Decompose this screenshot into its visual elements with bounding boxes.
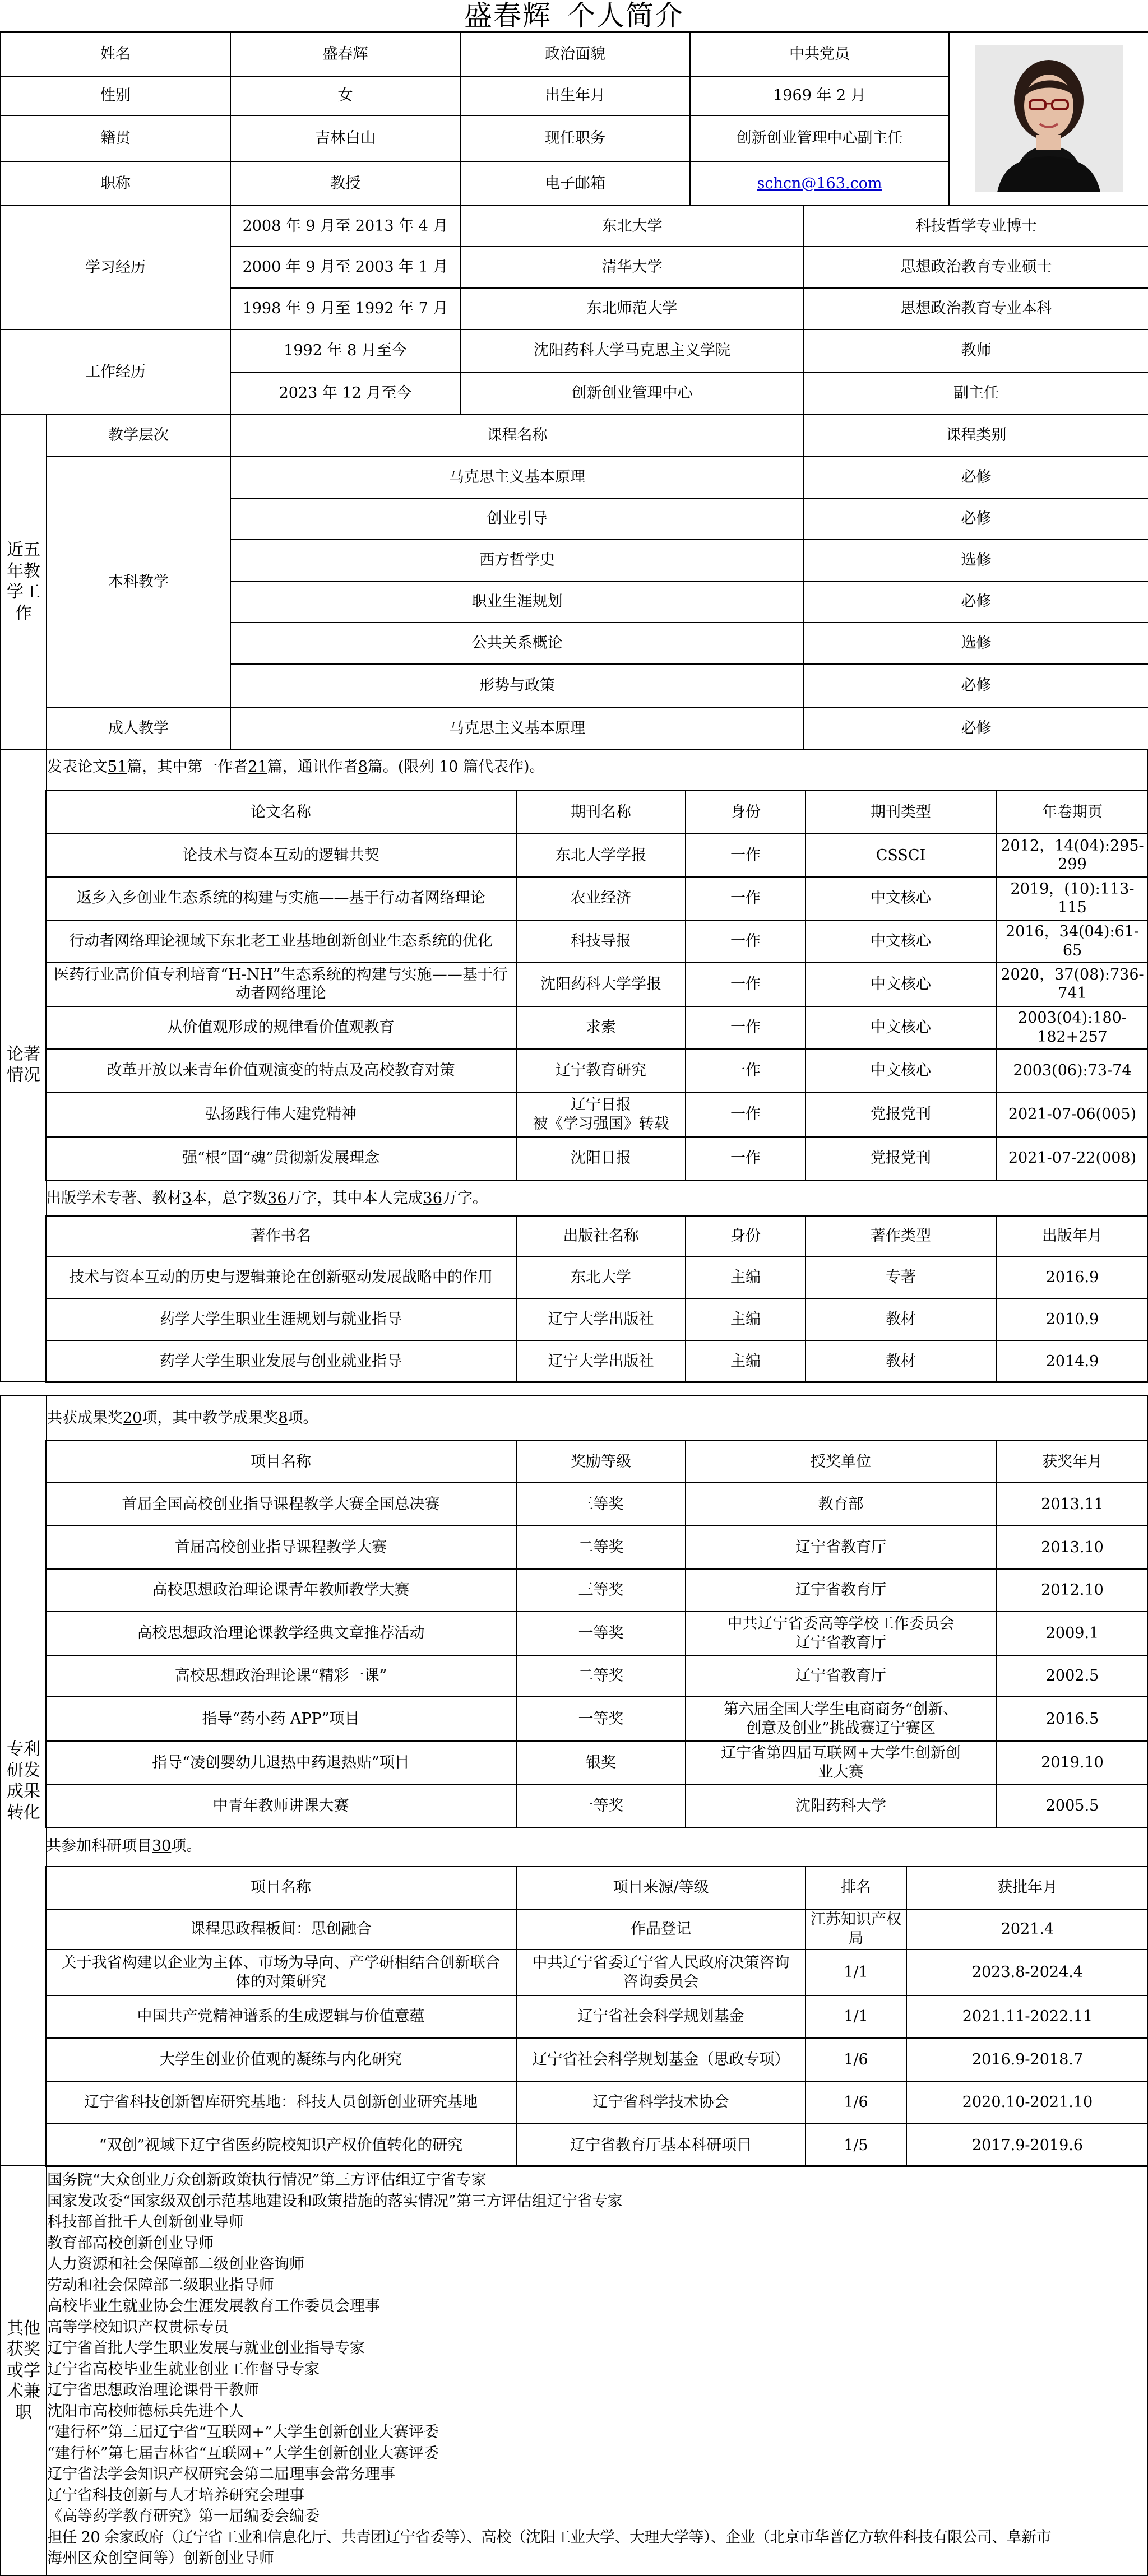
project-name: [45, 1950, 516, 1995]
summary-text: 项。: [288, 1409, 318, 1427]
award-date: 2016.5: [996, 1697, 1148, 1741]
award-name: 中青年教师讲课大赛: [45, 1785, 516, 1827]
title-suffix: 个人简介: [567, 0, 684, 32]
birth-value: 1969 年 2 月: [690, 76, 949, 115]
course-name: 西方哲学史: [230, 540, 804, 581]
list-item: 人力资源和社会保障部二级创业咨询师: [47, 2255, 304, 2273]
undergrad-label: 本科教学: [47, 457, 230, 707]
education-school: 东北大学: [460, 206, 804, 247]
books-table: [45, 1215, 1148, 1383]
project-rank: 1/6: [806, 2038, 906, 2081]
project-source: 辽宁省科学技术协会: [516, 2081, 806, 2124]
email-link[interactable]: schcn@163.com: [757, 174, 882, 192]
paper-name: 行动者网络理论视域下东北老工业基地创新创业生态系统的优化: [45, 920, 516, 962]
book-type: 教材: [806, 1340, 996, 1382]
summary-text: 共获成果奖: [47, 1409, 123, 1427]
gender-label: 性别: [1, 76, 230, 115]
award-teaching: 8: [278, 1409, 288, 1427]
gender-value: 女: [230, 76, 460, 115]
paper-journal: 求索: [516, 1006, 686, 1049]
book-summary: [46, 1189, 488, 1208]
project-source: [516, 1950, 806, 1995]
award-level: 三等奖: [516, 1483, 686, 1526]
person-name: 盛春辉: [464, 0, 552, 32]
award-header: 获奖年月: [996, 1441, 1148, 1483]
paper-name: 改革开放以来青年价值观演变的特点及高校教育对策: [45, 1049, 516, 1092]
journal-line: 被《学习强国》转载: [533, 1115, 669, 1132]
paper-journal: 辽宁教育研究: [516, 1049, 686, 1092]
award-level: 一等奖: [516, 1612, 686, 1655]
paper-journal: 东北大学学报: [516, 834, 686, 876]
paper-header: 身份: [686, 791, 806, 834]
book-count: 3: [182, 1190, 192, 1207]
award-total: 20: [123, 1409, 142, 1427]
table-row: [45, 1950, 1148, 1995]
paper-type: 中文核心: [806, 877, 996, 920]
summary-text: 万字。: [442, 1190, 488, 1207]
native-label: 籍贯: [1, 115, 230, 161]
list-item: 国家发改委“国家级双创示范基地建设和政策措施的落实情况”第三方评估组辽宁省专家: [47, 2192, 623, 2210]
page-title: [0, 0, 1148, 31]
email-cell: [690, 161, 949, 206]
portrait-photo: [975, 45, 1123, 192]
book-role: 主编: [686, 1299, 806, 1340]
project-total: 30: [152, 1837, 172, 1855]
awards-label: 专利研发成果转化: [7, 1739, 40, 1822]
table-row: [45, 1299, 1148, 1340]
summary-text: 发表论文: [47, 758, 108, 776]
teaching-header-course: 课程名称: [230, 414, 804, 457]
project-rank: 江苏知识产权局: [806, 1909, 906, 1950]
list-item: 教育部高校创新创业导师: [47, 2234, 214, 2252]
course-type: 必修: [804, 581, 1148, 623]
paper-volume: 2021-07-06(005): [996, 1092, 1148, 1136]
paper-name: 强“根”固“魂”贯彻新发展理念: [45, 1137, 516, 1180]
paper-type: 中文核心: [806, 962, 996, 1006]
title-label: 职称: [1, 161, 230, 206]
unit-line: 第六届全国大学生电商商务“创新、: [723, 1700, 959, 1718]
paper-volume: 2003(04):180-182+257: [996, 1006, 1148, 1049]
project-source: 辽宁省社会科学规划基金: [516, 1995, 806, 2038]
work-role: 副主任: [804, 372, 1148, 414]
education-period: 1998 年 9 月至 1992 年 7 月: [230, 288, 460, 329]
book-publisher: 东北大学: [516, 1256, 686, 1299]
teaching-header-type: 课程类别: [804, 414, 1148, 457]
summary-text: 项。: [171, 1837, 202, 1855]
project-rank: 1/1: [806, 1950, 906, 1995]
award-unit: [686, 1697, 996, 1741]
award-header: 奖励等级: [516, 1441, 686, 1483]
other-section: [0, 2165, 1148, 2576]
project-source: 作品登记: [516, 1909, 806, 1950]
paper-role: 一作: [686, 877, 806, 920]
award-date: 2002.5: [996, 1655, 1148, 1697]
course-name: 公共关系概论: [230, 623, 804, 664]
papers-summary: [47, 758, 545, 777]
project-date: 2021.4: [906, 1909, 1148, 1950]
education-label: 学习经历: [1, 206, 230, 329]
book-date: 2014.9: [996, 1340, 1148, 1382]
project-source: 辽宁省教育厅基本科研项目: [516, 2124, 806, 2167]
paper-name: 论技术与资本互动的逻辑共契: [45, 834, 516, 876]
paper-journal: 沈阳日报: [516, 1137, 686, 1180]
project-header: 获批年月: [906, 1867, 1148, 1909]
photo-cell: [949, 32, 1148, 206]
award-name: 指导“凌创婴幼儿退热中药退热贴”项目: [45, 1741, 516, 1785]
unit-line: 创意及创业”挑战赛辽宁赛区: [746, 1719, 936, 1737]
politics-value: 中共党员: [690, 32, 949, 76]
name-line: 体的对策研究: [235, 1973, 326, 1990]
paper-journal: 科技导报: [516, 920, 686, 962]
paper-type: 党报党刊: [806, 1092, 996, 1136]
paper-volume: 2016，34(04):61-65: [996, 920, 1148, 962]
award-header: 授奖单位: [686, 1441, 996, 1483]
education-degree: 思想政治教育专业本科: [804, 288, 1148, 329]
project-rank: 1/6: [806, 2081, 906, 2124]
paper-corresponding: 8: [358, 758, 368, 776]
book-header: 著作类型: [806, 1216, 996, 1256]
work-role: 教师: [804, 329, 1148, 372]
projects-table: [45, 1866, 1148, 2167]
award-header: 项目名称: [45, 1441, 516, 1483]
table-row: [45, 1612, 1148, 1655]
work-period: 1992 年 8 月至今: [230, 329, 460, 372]
book-type: 教材: [806, 1299, 996, 1340]
project-source: 辽宁省社会科学规划基金（思政专项）: [516, 2038, 806, 2081]
award-date: 2013.10: [996, 1526, 1148, 1569]
table-row: [45, 1741, 1148, 1785]
paper-name: 弘扬践行伟大建党精神: [45, 1092, 516, 1136]
project-name: 辽宁省科技创新智库研究基地：科技人员创新创业研究基地: [45, 2081, 516, 2124]
award-name: 首届全国高校创业指导课程教学大赛全国总决赛: [45, 1483, 516, 1526]
course-type: 必修: [804, 457, 1148, 498]
paper-role: 一作: [686, 962, 806, 1006]
book-date: 2016.9: [996, 1256, 1148, 1299]
list-item: 沈阳市高校师德标兵先进个人: [47, 2402, 244, 2420]
summary-text: 共参加科研项目: [46, 1837, 152, 1855]
table-row: [45, 1526, 1148, 1569]
teaching-header-level: 教学层次: [47, 414, 230, 457]
project-date: 2017.9-2019.6: [906, 2124, 1148, 2167]
table-row: [45, 834, 1148, 876]
paper-first-author: 21: [248, 758, 267, 776]
award-unit: 教育部: [686, 1483, 996, 1526]
award-unit: 辽宁省教育厅: [686, 1526, 996, 1569]
paper-type: 中文核心: [806, 1049, 996, 1092]
book-type: 专著: [806, 1256, 996, 1299]
adult-label: 成人教学: [47, 707, 230, 749]
table-row: [45, 962, 1148, 1006]
course-name: 马克思主义基本原理: [230, 707, 804, 749]
papers-table: [45, 790, 1148, 1181]
award-level: 三等奖: [516, 1569, 686, 1612]
paper-name: 从价值观形成的规律看价值观教育: [45, 1006, 516, 1049]
paper-volume: 2020，37(08):736-741: [996, 962, 1148, 1006]
education-school: 清华大学: [460, 247, 804, 288]
list-item: 高校毕业生就业协会生涯发展教育工作委员会理事: [47, 2297, 380, 2315]
paper-header: 期刊名称: [516, 791, 686, 834]
paper-role: 一作: [686, 920, 806, 962]
course-name: 形势与政策: [230, 664, 804, 707]
list-item: “建行杯”第七届吉林省“互联网+”大学生创新创业大赛评委: [47, 2444, 439, 2462]
book-role: 主编: [686, 1256, 806, 1299]
history-table: [0, 205, 1148, 415]
award-name: 首届高校创业指导课程教学大赛: [45, 1526, 516, 1569]
paper-type: 中文核心: [806, 1006, 996, 1049]
summary-text: 篇，通讯作者: [267, 758, 358, 776]
awards-table: [45, 1440, 1148, 1828]
list-item: 辽宁省法学会知识产权研究会第二届理事会常务理事: [47, 2466, 395, 2483]
book-own-words: 36: [423, 1190, 442, 1207]
award-unit: [686, 1741, 996, 1785]
paper-volume: 2019，(10):113-115: [996, 877, 1148, 920]
award-name: 高校思想政治理论课青年教师教学大赛: [45, 1569, 516, 1612]
project-name: “双创”视域下辽宁省医药院校知识产权价值转化的研究: [45, 2124, 516, 2167]
name-line: 关于我省构建以企业为主体、市场为导向、产学研相结合创新联合: [61, 1954, 501, 1972]
award-date: 2013.11: [996, 1483, 1148, 1526]
paper-volume: 2012，14(04):295-299: [996, 834, 1148, 876]
title-value: 教授: [230, 161, 460, 206]
birth-label: 出生年月: [460, 76, 690, 115]
paper-type: CSSCI: [806, 834, 996, 876]
summary-text: 万字，其中本人完成: [286, 1190, 423, 1207]
award-level: 二等奖: [516, 1655, 686, 1697]
table-row: [45, 877, 1148, 920]
list-item: 辽宁省思想政治理论课骨干教师: [47, 2382, 259, 2399]
work-org: 沈阳药科大学马克思主义学院: [460, 329, 804, 372]
work-org: 创新创业管理中心: [460, 372, 804, 414]
award-unit: [686, 1612, 996, 1655]
award-unit: 沈阳药科大学: [686, 1785, 996, 1827]
paper-name: 医药行业高价值专利培育“H-NH”生态系统的构建与实施——基于行动者网络理论: [45, 962, 516, 1006]
list-item: 辽宁省高校毕业生就业创业工作督导专家: [47, 2360, 320, 2378]
papers-label: 论著情况: [7, 1044, 40, 1085]
list-item: 辽宁省科技创新与人才培养研究会理事: [47, 2486, 304, 2504]
list-item: 辽宁省首批大学生职业发展与就业创业指导专家: [47, 2340, 365, 2357]
course-name: 职业生涯规划: [230, 581, 804, 623]
education-degree: 科技哲学专业博士: [804, 206, 1148, 247]
award-name: 高校思想政治理论课教学经典文章推荐活动: [45, 1612, 516, 1655]
paper-name: 返乡入乡创业生态系统的构建与实施——基于行动者网络理论: [45, 877, 516, 920]
project-date: 2020.10-2021.10: [906, 2081, 1148, 2124]
native-value: 吉林白山: [230, 115, 460, 161]
paper-role: 一作: [686, 1049, 806, 1092]
summary-text: 出版学术专著、教材: [46, 1190, 182, 1207]
summary-text: 项，其中教学成果奖: [142, 1409, 279, 1427]
table-row: [45, 2081, 1148, 2124]
book-role: 主编: [686, 1340, 806, 1382]
table-row: [45, 920, 1148, 962]
table-row: [45, 1006, 1148, 1049]
paper-journal: 农业经济: [516, 877, 686, 920]
journal-line: 辽宁日报: [571, 1096, 631, 1114]
education-school: 东北师范大学: [460, 288, 804, 329]
paper-role: 一作: [686, 1137, 806, 1180]
project-header: 项目来源/等级: [516, 1867, 806, 1909]
paper-type: 中文核心: [806, 920, 996, 962]
basic-info-table: [0, 31, 1148, 206]
book-words: 36: [267, 1190, 287, 1207]
table-row: [45, 1785, 1148, 1827]
other-list: [47, 2170, 1145, 2569]
project-name: 大学生创业价值观的凝练与内化研究: [45, 2038, 516, 2081]
paper-role: 一作: [686, 834, 806, 876]
education-degree: 思想政治教育专业硕士: [804, 247, 1148, 288]
book-header: 出版年月: [996, 1216, 1148, 1256]
paper-role: 一作: [686, 1092, 806, 1136]
table-row: [45, 1909, 1148, 1950]
paper-journal: 沈阳药科大学学报: [516, 962, 686, 1006]
book-name: 药学大学生职业生涯规划与就业指导: [45, 1299, 516, 1340]
work-period: 2023 年 12 月至今: [230, 372, 460, 414]
award-name: 指导“药小药 APP”项目: [45, 1697, 516, 1741]
other-label: 其他获奖或学术兼职: [7, 2318, 40, 2422]
education-period: 2000 年 9 月至 2003 年 1 月: [230, 247, 460, 288]
teaching-table: [0, 414, 1148, 750]
email-label: 电子邮箱: [460, 161, 690, 206]
unit-line: 业大赛: [818, 1763, 864, 1781]
table-row: [45, 1137, 1148, 1180]
name-label: 姓名: [1, 32, 230, 76]
book-name: 技术与资本互动的历史与逻辑兼论在创新驱动发展战略中的作用: [45, 1256, 516, 1299]
unit-line: 中共辽宁省委高等学校工作委员会: [727, 1615, 955, 1633]
course-name: 马克思主义基本原理: [230, 457, 804, 498]
project-rank: 1/1: [806, 1995, 906, 2038]
project-header: 排名: [806, 1867, 906, 1909]
award-date: 2009.1: [996, 1612, 1148, 1655]
award-unit: 辽宁省教育厅: [686, 1655, 996, 1697]
projects-summary: [46, 1837, 201, 1856]
project-date: 2016.9-2018.7: [906, 2038, 1148, 2081]
table-row: [45, 1092, 1148, 1136]
award-level: 二等奖: [516, 1526, 686, 1569]
summary-text: 本，总字数: [192, 1190, 268, 1207]
source-line: 咨询委员会: [623, 1973, 699, 1990]
work-label: 工作经历: [1, 329, 230, 414]
unit-line: 辽宁省教育厅: [795, 1634, 886, 1651]
course-type: 选修: [804, 540, 1148, 581]
project-header: 项目名称: [45, 1867, 516, 1909]
award-level: 一等奖: [516, 1697, 686, 1741]
project-rank: 1/5: [806, 2124, 906, 2167]
book-header: 身份: [686, 1216, 806, 1256]
list-item: 《高等药学教育研究》第一届编委会编委: [47, 2508, 320, 2525]
book-header: 著作书名: [45, 1216, 516, 1256]
book-date: 2010.9: [996, 1299, 1148, 1340]
course-type: 必修: [804, 664, 1148, 707]
table-row: [45, 1256, 1148, 1299]
award-unit: 辽宁省教育厅: [686, 1569, 996, 1612]
table-row: [45, 2124, 1148, 2167]
table-row: [45, 1655, 1148, 1697]
position-label: 现任职务: [460, 115, 690, 161]
award-name: 高校思想政治理论课“精彩一课”: [45, 1655, 516, 1697]
list-item: 科技部首批千人创新创业导师: [47, 2213, 244, 2231]
paper-volume: 2021-07-22(008): [996, 1137, 1148, 1180]
award-date: 2012.10: [996, 1569, 1148, 1612]
list-item: 劳动和社会保障部二级职业指导师: [47, 2276, 274, 2294]
paper-role: 一作: [686, 1006, 806, 1049]
table-row: [45, 1697, 1148, 1741]
politics-label: 政治面貌: [460, 32, 690, 76]
education-period: 2008 年 9 月至 2013 年 4 月: [230, 206, 460, 247]
award-date: 2005.5: [996, 1785, 1148, 1827]
list-item: 高等学校知识产权贯标专员: [47, 2318, 229, 2336]
source-line: 中共辽宁省委辽宁省人民政府决策咨询: [532, 1954, 790, 1972]
book-name: 药学大学生职业发展与创业就业指导: [45, 1340, 516, 1382]
list-item: 国务院“大众创业万众创新政策执行情况”第三方评估组辽宁省专家: [47, 2171, 487, 2189]
book-publisher: 辽宁大学出版社: [516, 1340, 686, 1382]
summary-text: 篇。(限列 10 篇代表作)。: [367, 758, 545, 776]
course-type: 必修: [804, 707, 1148, 749]
table-row: [45, 1995, 1148, 2038]
project-date: 2021.11-2022.11: [906, 1995, 1148, 2038]
table-row: [45, 2038, 1148, 2081]
paper-type: 党报党刊: [806, 1137, 996, 1180]
portrait-image: [975, 45, 1123, 192]
project-name: 课程思政程板间：思创融合: [45, 1909, 516, 1950]
award-date: 2019.10: [996, 1741, 1148, 1785]
list-item: “建行杯”第三届辽宁省“互联网+”大学生创新创业大赛评委: [47, 2424, 439, 2441]
course-name: 创业引导: [230, 498, 804, 540]
paper-header: 论文名称: [45, 791, 516, 834]
course-type: 选修: [804, 623, 1148, 664]
list-item: 担任 20 余家政府（辽宁省工业和信息化厅、共青团辽宁省委等）、高校（沈阳工业大学、大理大学等）、企业（北京市华普亿方软件科技有限公司、阜新市: [47, 2528, 1051, 2546]
award-level: 银奖: [516, 1741, 686, 1785]
summary-text: 篇，其中第一作者: [127, 758, 248, 776]
position-value: 创新创业管理中心副主任: [690, 115, 949, 161]
paper-volume: 2003(06):73-74: [996, 1049, 1148, 1092]
paper-header: 年卷期页: [996, 791, 1148, 834]
list-item: 海州区众创空间等）创新创业导师: [47, 2550, 274, 2567]
awards-summary: [47, 1409, 318, 1428]
book-header: 出版社名称: [516, 1216, 686, 1256]
name-value: 盛春辉: [230, 32, 460, 76]
course-type: 必修: [804, 498, 1148, 540]
table-row: [45, 1569, 1148, 1612]
project-date: 2023.8-2024.4: [906, 1950, 1148, 1995]
paper-total: 51: [108, 758, 127, 776]
table-row: [45, 1340, 1148, 1382]
unit-line: 辽宁省第四届互联网+大学生创新创: [721, 1744, 961, 1762]
paper-header: 期刊类型: [806, 791, 996, 834]
book-publisher: 辽宁大学出版社: [516, 1299, 686, 1340]
paper-journal: [516, 1092, 686, 1136]
project-name: 中国共产党精神谱系的生成逻辑与价值意蕴: [45, 1995, 516, 2038]
table-row: [45, 1049, 1148, 1092]
teaching-label: 近五年教学工作: [1, 414, 47, 749]
table-row: [45, 1483, 1148, 1526]
award-level: 一等奖: [516, 1785, 686, 1827]
